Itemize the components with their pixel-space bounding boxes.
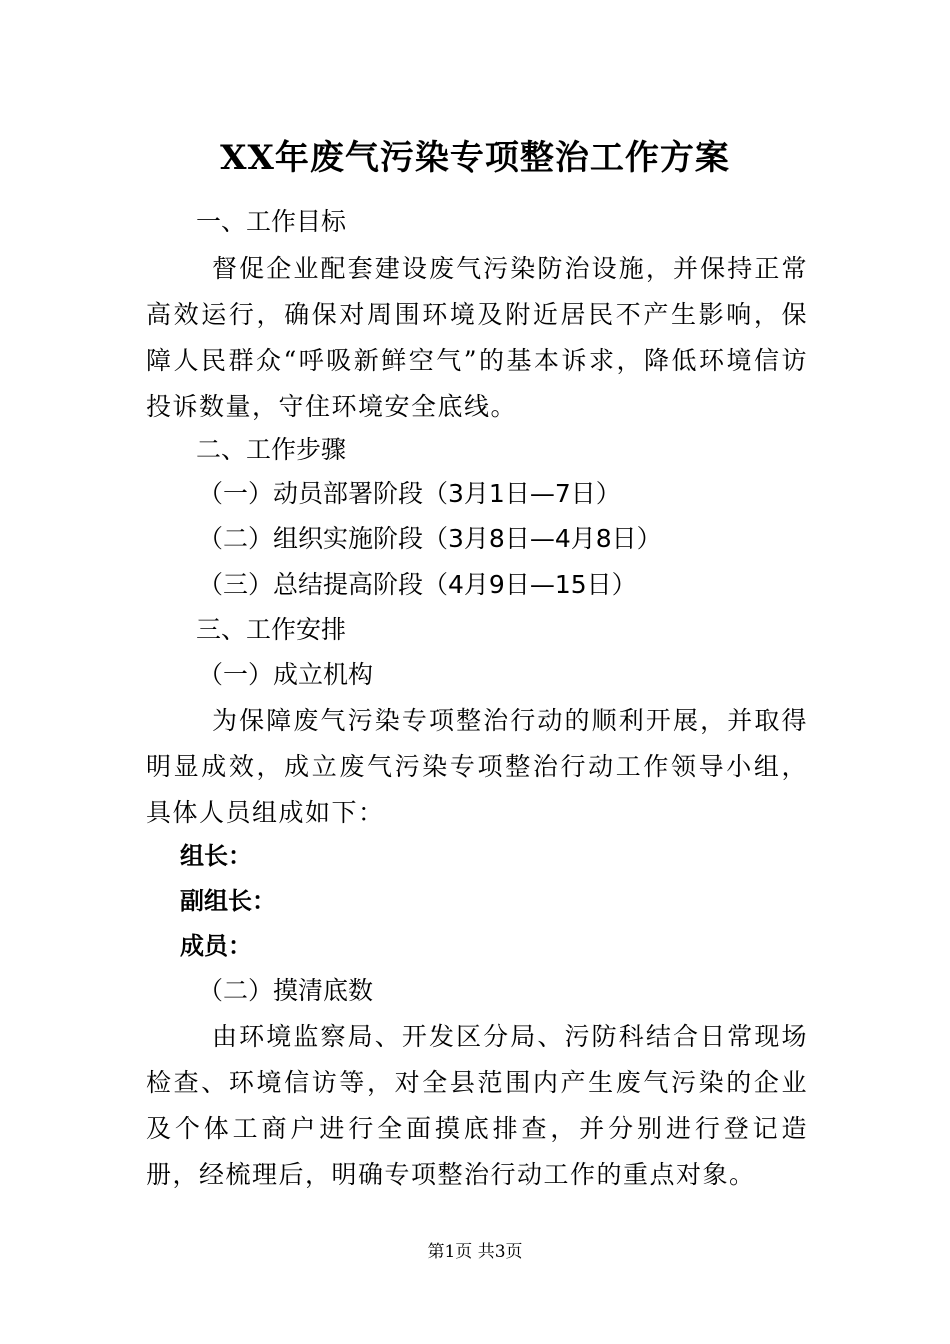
step-summary: （三）总结提高阶段（4月9日—15日） [198, 570, 637, 599]
role-member: 成员： [180, 932, 252, 960]
document-title: XX年废气污染专项整治工作方案 [220, 138, 730, 178]
step-mobilization: （一）动员部署阶段（3月1日—7日） [198, 479, 621, 508]
subsection-investigation: （二）摸清底数 [198, 976, 374, 1005]
subsection-organization: （一）成立机构 [198, 660, 374, 689]
role-deputy-leader: 副组长： [180, 887, 276, 915]
section-heading-steps: 二、工作步骤 [196, 435, 347, 464]
section-heading-arrangement: 三、工作安排 [196, 615, 347, 644]
organization-paragraph: 为保障废气污染专项整治行动的顺利开展，并取得明显成效，成立废气污染专项整治行动工作领导小组，具体人员组成如下： [146, 706, 808, 827]
page-footer: 第1页 共3页 [427, 1242, 523, 1262]
role-leader: 组长： [180, 842, 252, 870]
section-heading-goals: 一、工作目标 [196, 207, 347, 236]
investigation-paragraph: 由环境监察局、开发区分局、污防科结合日常现场检查、环境信访等，对全县范围内产生废气污染的企业及个体工商户进行全面摸底排查，并分别进行登记造册，经梳理后，明确专项整治行动工作的重点对象。 [146, 1022, 808, 1189]
step-implementation: （二）组织实施阶段（3月8日—4月8日） [198, 524, 662, 553]
goals-paragraph: 督促企业配套建设废气污染防治设施，并保持正常高效运行，确保对周围环境及附近居民不产生影响，保障人民群众“呼吸新鲜空气”的基本诉求，降低环境信访投诉数量，守住环境安全底线。 [146, 254, 808, 421]
